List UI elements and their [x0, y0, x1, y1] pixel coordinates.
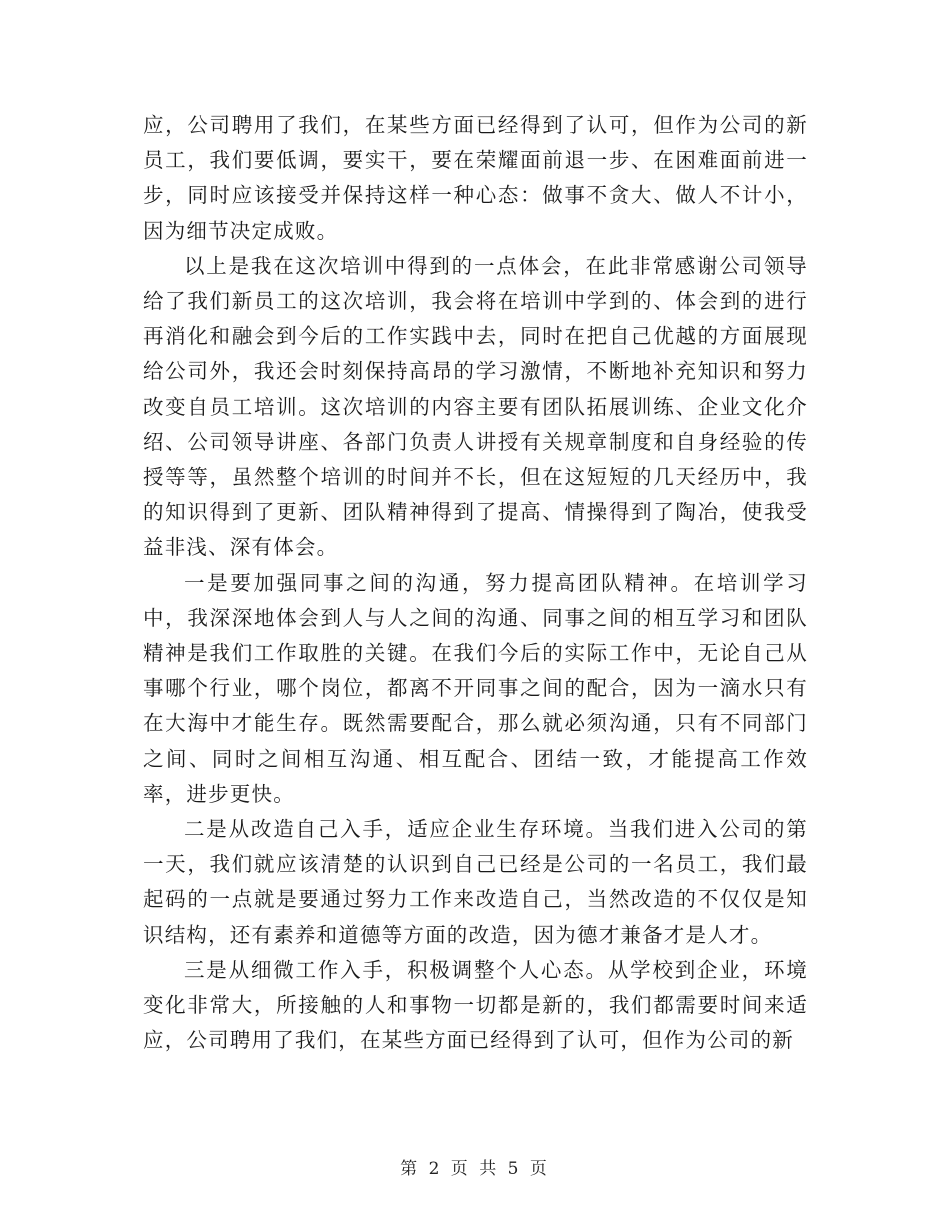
paragraph-point-one: 一是要加强同事之间的沟通，努力提高团队精神。在培训学习中，我深深地体会到人与人之间的沟通、同事之间的相互学习和团队精神是我们工作取胜的关键。在我们今后的实际工作中，无论自己从事哪个行业，哪个岗位，都离不开同事之间的配合，因为一滴水只有在大海中才能生存。既然需要配合，那么就必须沟通，只有不同部门之间、同时之间相互沟通、相互配合、团结一致，才能提高工作效率，进步更快。: [143, 570, 808, 806]
document-body: [143, 108, 808, 1058]
paragraph-point-two: 二是从改造自己入手，适应企业生存环境。当我们进入公司的第一天，我们就应该清楚的认识到自己已经是公司的一名员工，我们最起码的一点就是要通过努力工作来改造自己，当然改造的不仅仅是知识结构，还有素养和道德等方面的改造，因为德才兼备才是人才。: [143, 817, 808, 947]
page-number-footer: 第 2 页 共 5 页: [400, 1159, 550, 1179]
paragraph-continuation: 应，公司聘用了我们，在某些方面已经得到了认可，但作为公司的新员工，我们要低调，要实干，要在荣耀面前退一步、在困难面前进一步，同时应该接受并保持这样一种心态：做事不贪大、做人不计小，因为细节决定成败。: [143, 113, 808, 243]
paragraph-summary: 以上是我在这次培训中得到的一点体会，在此非常感谢公司领导给了我们新员工的这次培训，我会将在培训中学到的、体会到的进行再消化和融会到今后的工作实践中去，同时在把自己优越的方面展现给公司外，我还会时刻保持高昂的学习激情，不断地补充知识和努力改变自员工培训。这次培训的内容主要有团队拓展训练、企业文化介绍、公司领导讲座、各部门负责人讲授有关规章制度和自身经验的传授等等，虽然整个培训的时间并不长，但在这短短的几天经历中，我的知识得到了更新、团队精神得到了提高、情操得到了陶冶，使我受益非浅、深有体会。: [143, 253, 808, 560]
paragraph-point-three: 三是从细微工作入手，积极调整个人心态。从学校到企业，环境变化非常大，所接触的人和事物一切都是新的，我们都需要时间来适应，公司聘用了我们，在某些方面已经得到了认可，但作为公司的新: [143, 957, 808, 1053]
